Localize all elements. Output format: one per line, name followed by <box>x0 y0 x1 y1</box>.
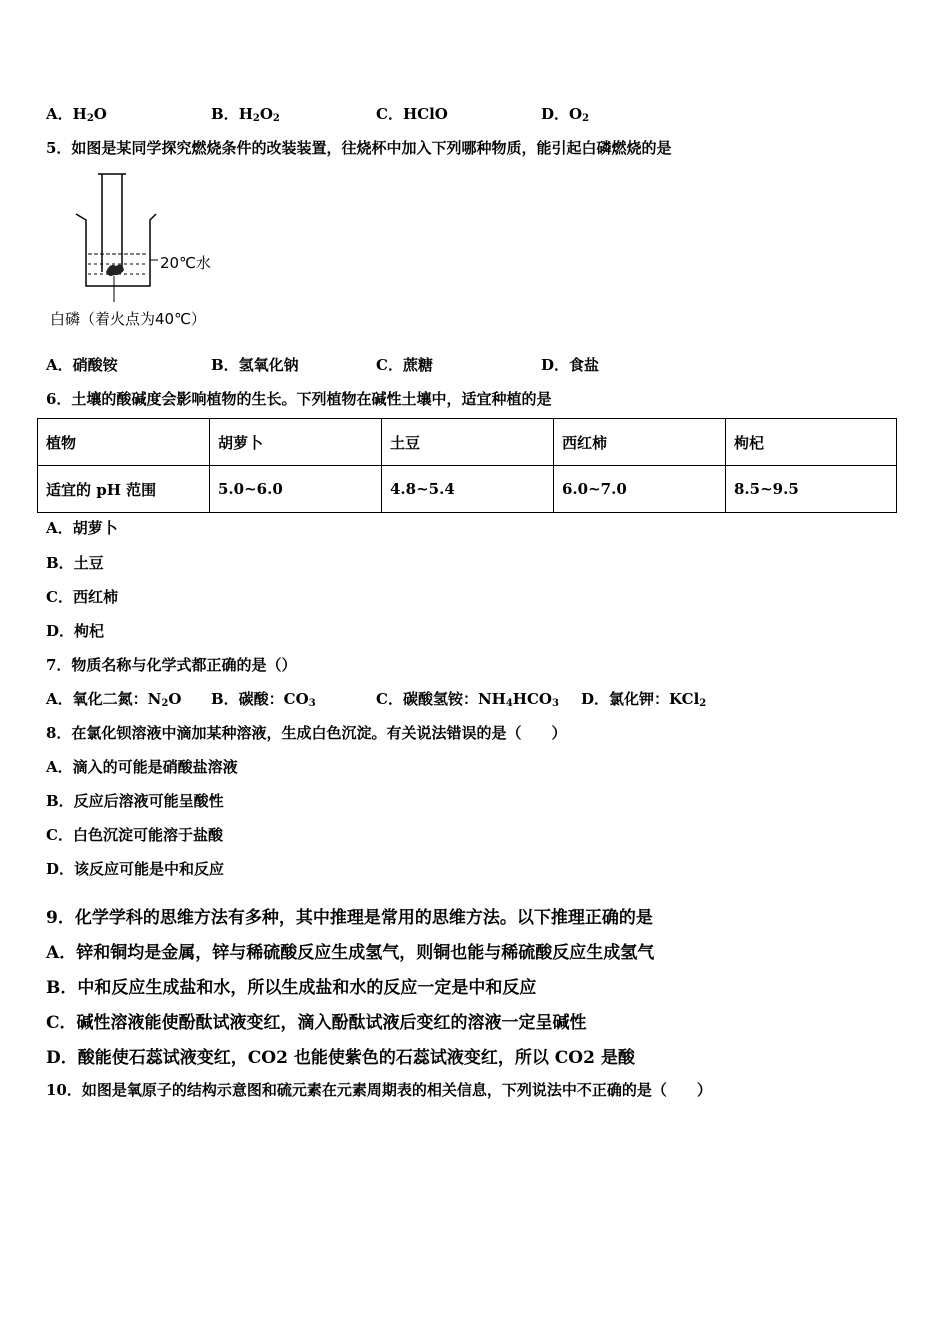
q9-option-c: C．碱性溶液能使酚酞试液变红，滴入酚酞试液后变红的溶液一定呈碱性 <box>46 1013 587 1033</box>
q6-stem: 6．土壤的酸碱度会影响植物的生长。下列植物在碱性土壤中，适宜种植的是 <box>46 390 552 408</box>
q9-stem: 9．化学学科的思维方法有多种，其中推理是常用的思维方法。以下推理正确的是 <box>46 908 653 928</box>
q4-option-d: D．$O_2$ <box>541 105 590 124</box>
table-row <box>38 466 897 513</box>
q8-option-a: A．滴入的可能是硝酸盐溶液 <box>46 758 238 776</box>
q6-option-b: B．土豆 <box>46 554 104 572</box>
table-cell: 6.0~7.0 <box>554 466 726 513</box>
q5-stem: 5．如图是某同学探究燃烧条件的改装装置，往烧杯中加入下列哪种物质，能引起白磷燃烧的是 <box>46 139 672 157</box>
table-cell: 植物 <box>38 419 210 466</box>
q8-stem: 8．在氯化钡溶液中滴加某种溶液，生成白色沉淀。有关说法错误的是（ ） <box>46 724 567 742</box>
q9-option-b: B．中和反应生成盐和水，所以生成盐和水的反应一定是中和反应 <box>46 978 537 998</box>
q7-option-b: B．碳酸：$CO_3$ <box>211 690 316 709</box>
q7-option-d: D．氯化钾：KCl$_2$ <box>581 690 707 709</box>
q8-option-d: D．该反应可能是中和反应 <box>46 860 225 878</box>
table-cell: 西红柿 <box>554 419 726 466</box>
table-cell: 5.0~6.0 <box>210 466 382 513</box>
q6-option-d: D．枸杞 <box>46 622 105 640</box>
q10-stem: 10．如图是氧原子的结构示意图和硫元素在元素周期表的相关信息，下列说法中不正确的是（ ） <box>46 1081 712 1099</box>
q6-option-c: C．西红柿 <box>46 588 118 606</box>
q4-option-a: A．$H_2O$ <box>46 105 107 124</box>
q7-option-a: A．氧化二氮：$N_2O$ <box>46 690 182 709</box>
q4-option-c: C．HClO <box>376 105 448 123</box>
q4-option-b: B．$H_2O_2$ <box>211 105 280 124</box>
water-label: 20℃水 <box>160 254 211 272</box>
q5-option-d: D．食盐 <box>541 356 600 374</box>
table-cell: 适宜的 pH 范围 <box>38 466 210 513</box>
q9-option-a: A．锌和铜均是金属，锌与稀硫酸反应生成氢气，则铜也能与稀硫酸反应生成氢气 <box>46 943 655 963</box>
q7-stem: 7．物质名称与化学式都正确的是（） <box>46 656 297 674</box>
table-cell: 土豆 <box>382 419 554 466</box>
q5-option-a: A．硝酸铵 <box>46 356 118 374</box>
table-cell: 4.8~5.4 <box>382 466 554 513</box>
beaker-figure <box>48 168 218 337</box>
q9-option-d: D．酸能使石蕊试液变红，CO2 也能使紫色的石蕊试液变红，所以 CO2 是酸 <box>46 1048 635 1068</box>
q6-option-a: A．胡萝卜 <box>46 519 118 537</box>
q5-option-c: C．蔗糖 <box>376 356 433 374</box>
table-cell: 胡萝卜 <box>210 419 382 466</box>
ph-table <box>37 418 897 513</box>
q5-option-b: B．氢氧化钠 <box>211 356 299 374</box>
table-cell: 8.5~9.5 <box>726 466 897 513</box>
phosphorus-label: 白磷（着火点为40℃） <box>50 310 206 328</box>
q8-option-c: C．白色沉淀可能溶于盐酸 <box>46 826 223 844</box>
table-row <box>38 419 897 466</box>
q8-option-b: B．反应后溶液可能呈酸性 <box>46 792 224 810</box>
q7-option-c: C．碳酸氢铵：$NH_4HCO_3$ <box>376 690 559 709</box>
table-cell: 枸杞 <box>726 419 897 466</box>
